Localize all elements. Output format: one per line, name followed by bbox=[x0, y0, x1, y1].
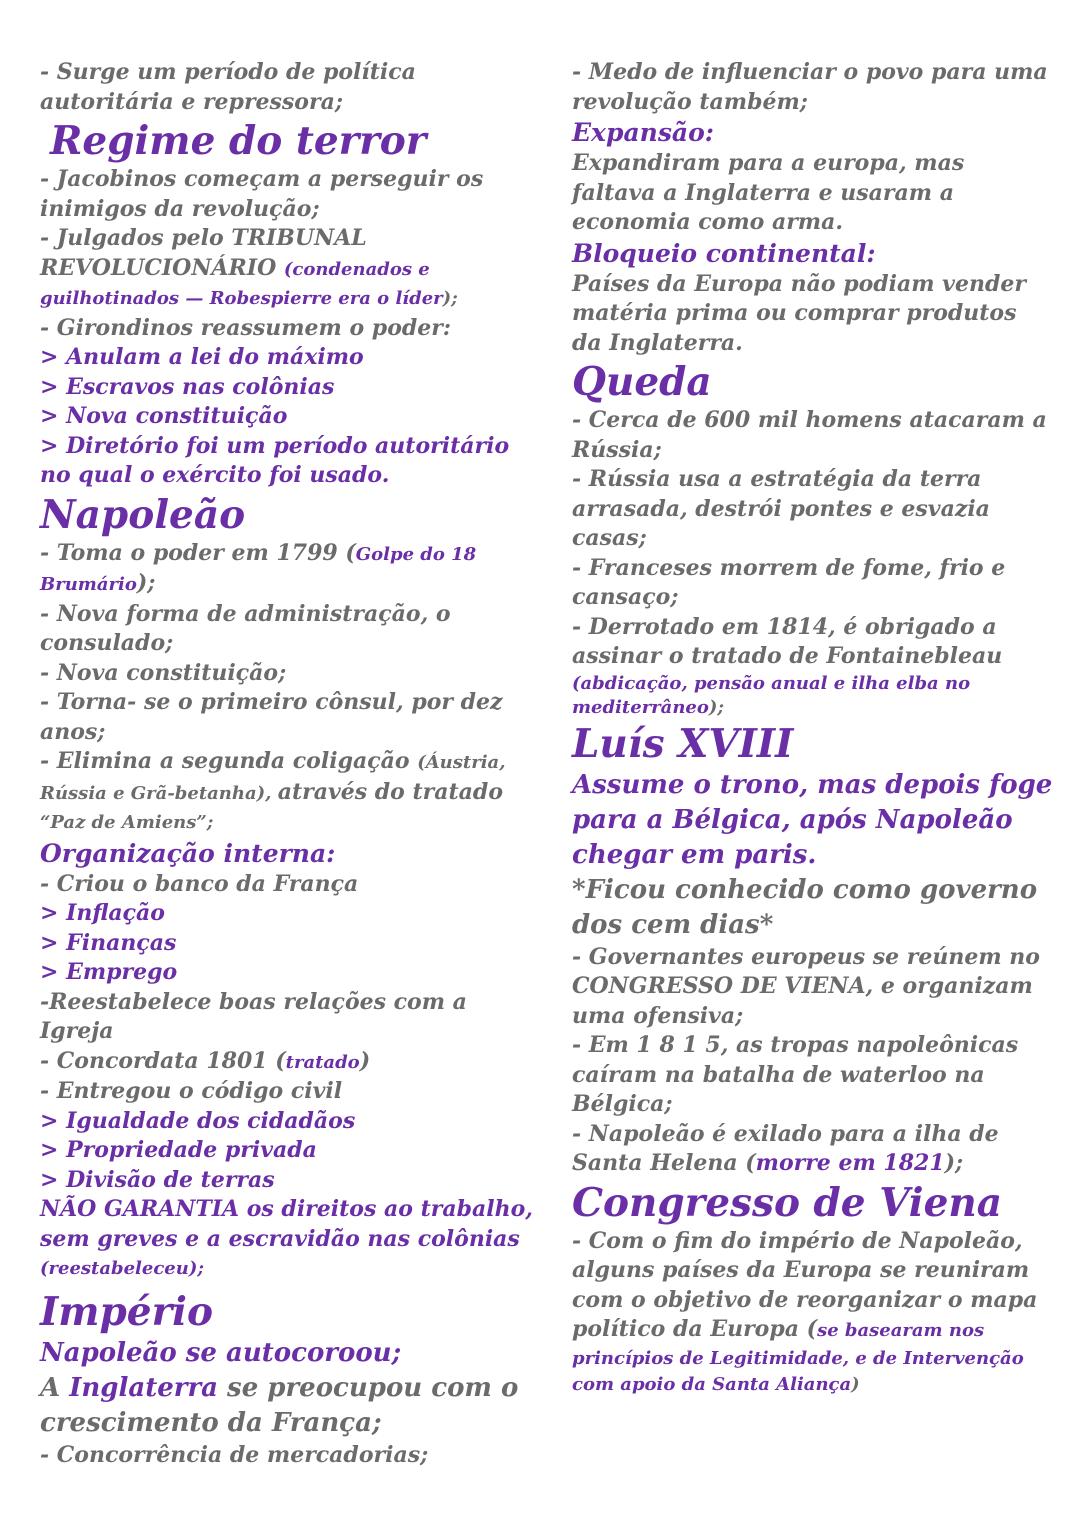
text-line: com o objetivo de reorganizar o mapa bbox=[572, 1286, 1038, 1313]
text-line: matéria prima ou comprar produtos bbox=[572, 300, 1017, 326]
text-line bbox=[572, 1149, 1042, 1179]
text-line bbox=[40, 778, 520, 809]
text-line bbox=[40, 569, 520, 600]
text-line: sem greves e a escravidão nas colônias bbox=[40, 1225, 520, 1252]
text-line: - Franceses morrem de fome, frio e bbox=[572, 554, 1006, 581]
text-line: chegar em paris. bbox=[572, 839, 817, 870]
text-line bbox=[40, 1047, 520, 1078]
text-fragment: ) bbox=[851, 1373, 860, 1395]
text-line: - Em 1 8 1 5, as tropas napoleônicas bbox=[572, 1032, 1019, 1058]
text-line: - Surge um período de política bbox=[40, 59, 416, 85]
highlight-fragment: se basearam nos bbox=[817, 1320, 985, 1341]
text-line: autoritária e repressora; bbox=[40, 88, 343, 115]
text-line: - Nova forma de administração, o bbox=[40, 600, 451, 627]
heading-expansao: Expansão: bbox=[572, 118, 714, 147]
left-column bbox=[40, 58, 533, 1470]
text-line: - Medo de influenciar o povo para uma bbox=[572, 59, 1048, 85]
text-line: - Rússia usa a estratégia da terra bbox=[572, 466, 982, 492]
text-fragment: ); bbox=[442, 288, 458, 309]
text-line bbox=[40, 539, 520, 570]
text-line: - Governantes europeus se reúnem no bbox=[572, 943, 1040, 970]
text-fragment: ) bbox=[359, 1047, 371, 1074]
text-line: casas; bbox=[572, 525, 647, 551]
text-line: - Jacobinos começam a perseguir os bbox=[40, 166, 484, 192]
text-line: faltava a Inglaterra e usaram a bbox=[572, 179, 954, 206]
text-line: *Ficou conhecido como governo bbox=[572, 874, 1038, 905]
highlight-fragment: Brumário bbox=[40, 574, 137, 595]
text-fragment: REVOLUCIONÁRIO bbox=[40, 254, 284, 281]
text-line: crescimento da França; bbox=[40, 1407, 382, 1438]
highlight-fragment: mediterrâneo bbox=[572, 696, 709, 718]
list-item: > Propriedade privada bbox=[40, 1137, 317, 1163]
heading-napoleao: Napoleão bbox=[40, 491, 246, 538]
text-line: da Inglaterra. bbox=[572, 329, 743, 356]
text-fragment: (Áustria, bbox=[417, 752, 506, 773]
text-line bbox=[572, 696, 1042, 720]
text-line: - Girondinos reassumem o poder: bbox=[40, 314, 451, 341]
text-line: inimigos da revolução; bbox=[40, 195, 320, 222]
heading-organizacao-interna: Organização interna: bbox=[40, 838, 336, 868]
text-line: assinar o tratado de Fontainebleau bbox=[572, 643, 1003, 669]
text-fragment: político da Europa ( bbox=[572, 1316, 818, 1342]
list-item: > Anulam a lei do máximo bbox=[40, 344, 364, 370]
text-line: arrasada, destrói pontes e esvazia bbox=[572, 495, 990, 522]
text-line: Rússia; bbox=[572, 436, 662, 463]
text-line: (abdicação, pensão anual e ilha elba no bbox=[572, 672, 971, 694]
list-item: > Escravos nas colônias bbox=[40, 373, 335, 400]
text-line bbox=[572, 1372, 1042, 1398]
heading-congresso-de-viena: Congresso de Viena bbox=[572, 1179, 1003, 1226]
text-line: - Cerca de 600 mil homens atacaram a bbox=[572, 407, 1047, 433]
text-line: -Reestabelece boas relações com a bbox=[40, 988, 467, 1015]
list-item: > Nova constituição bbox=[40, 403, 288, 429]
list-item: no qual o exército foi usado. bbox=[40, 462, 390, 488]
text-line: para a Bélgica, após Napoleão bbox=[572, 804, 1013, 835]
text-line bbox=[40, 747, 520, 778]
text-fragment: ); bbox=[708, 696, 725, 718]
text-fragment: Rússia e Grã-betanha), bbox=[40, 782, 278, 804]
text-line bbox=[40, 1371, 520, 1406]
text-line: princípios de Legitimidade, e de Intervenção bbox=[572, 1347, 1024, 1369]
list-item: > Emprego bbox=[40, 959, 178, 985]
text-fragment: ); bbox=[944, 1150, 964, 1176]
text-line: anos; bbox=[40, 718, 106, 745]
text-line: - Com o fim do império de Napoleão, bbox=[572, 1227, 1023, 1254]
highlight-fragment: guilhotinados — Robespierre era o líder bbox=[40, 288, 443, 309]
text-line: cansaço; bbox=[572, 584, 679, 610]
text-line: dos cem dias* bbox=[572, 909, 774, 940]
list-item: > Inflação bbox=[40, 900, 165, 926]
text-line: (reestabeleceu); bbox=[40, 1258, 205, 1279]
highlight-fragment: morre em 1821 bbox=[755, 1150, 945, 1176]
text-line: Países da Europa não podiam vender bbox=[572, 270, 1026, 297]
text-fragment: Santa Helena ( bbox=[572, 1150, 756, 1176]
text-line: - Derrotado em 1814, é obrigado a bbox=[572, 613, 997, 640]
text-fragment: através do tratado bbox=[277, 778, 503, 805]
text-line bbox=[40, 284, 520, 314]
heading-imperio: Império bbox=[40, 1288, 213, 1335]
heading-queda: Queda bbox=[572, 359, 712, 405]
text-line: - Concorrência de mercadorias; bbox=[40, 1441, 429, 1468]
text-line: revolução também; bbox=[572, 88, 808, 115]
text-line: CONGRESSO DE VIENA, e organizam bbox=[572, 973, 1033, 999]
text-line: - Julgados pelo TRIBUNAL bbox=[40, 225, 367, 251]
text-line: Napoleão se autocoroou; bbox=[40, 1337, 402, 1368]
right-column bbox=[572, 58, 1053, 1398]
highlight-fragment: tratado bbox=[285, 1051, 360, 1073]
text-line: - Nova constituição; bbox=[40, 659, 287, 686]
text-line: Igreja bbox=[40, 1018, 114, 1044]
text-line: uma ofensiva; bbox=[572, 1002, 744, 1029]
text-line: economia como arma. bbox=[572, 209, 844, 235]
highlight-fragment: com apoio da Santa Aliança bbox=[572, 1373, 852, 1395]
text-line: alguns países da Europa se reuniram bbox=[572, 1257, 1030, 1283]
text-line: consulado; bbox=[40, 630, 174, 656]
text-line: - Napoleão é exilado para a ilha de bbox=[572, 1120, 999, 1147]
text-fragment: ); bbox=[136, 570, 156, 596]
text-line: - Criou o banco da França bbox=[40, 870, 359, 897]
list-item: > Finanças bbox=[40, 929, 177, 956]
text-line: Bélgica; bbox=[572, 1091, 673, 1117]
text-line bbox=[40, 254, 520, 285]
text-line: caíram na batalha de waterloo na bbox=[572, 1061, 985, 1088]
heading-regime-do-terror: Regime do terror bbox=[50, 118, 427, 164]
text-fragment: - Toma o poder em 1799 ( bbox=[40, 539, 356, 566]
text-fragment: - Elimina a segunda coligação bbox=[40, 748, 418, 774]
text-line: NÃO GARANTIA os direitos ao trabalho, bbox=[40, 1196, 533, 1222]
text-fragment: A bbox=[40, 1372, 70, 1403]
highlight-fragment: Inglaterra bbox=[69, 1372, 218, 1403]
text-line: Expandiram para a europa, mas bbox=[572, 150, 965, 176]
text-line: - Torna- se o primeiro cônsul, por dez bbox=[40, 689, 503, 715]
text-fragment: se preocupou com o bbox=[218, 1372, 519, 1403]
text-line bbox=[572, 1315, 1042, 1346]
text-line: “Paz de Amiens”; bbox=[40, 812, 214, 833]
highlight-fragment: Golpe do 18 bbox=[355, 543, 477, 565]
list-item: > Divisão de terras bbox=[40, 1166, 275, 1193]
list-item: > Igualdade dos cidadãos bbox=[40, 1107, 356, 1134]
text-fragment: - Concordata 1801 ( bbox=[40, 1047, 286, 1074]
text-line: Assume o trono, mas depois foge bbox=[572, 769, 1053, 800]
list-item: > Diretório foi um período autoritário bbox=[40, 432, 510, 459]
heading-bloqueio-continental: Bloqueio continental: bbox=[572, 238, 876, 268]
highlight-fragment: (condenados e bbox=[283, 258, 430, 280]
heading-luis-xviii: Luís XVIII bbox=[572, 720, 794, 767]
text-line: - Entregou o código civil bbox=[40, 1078, 343, 1104]
